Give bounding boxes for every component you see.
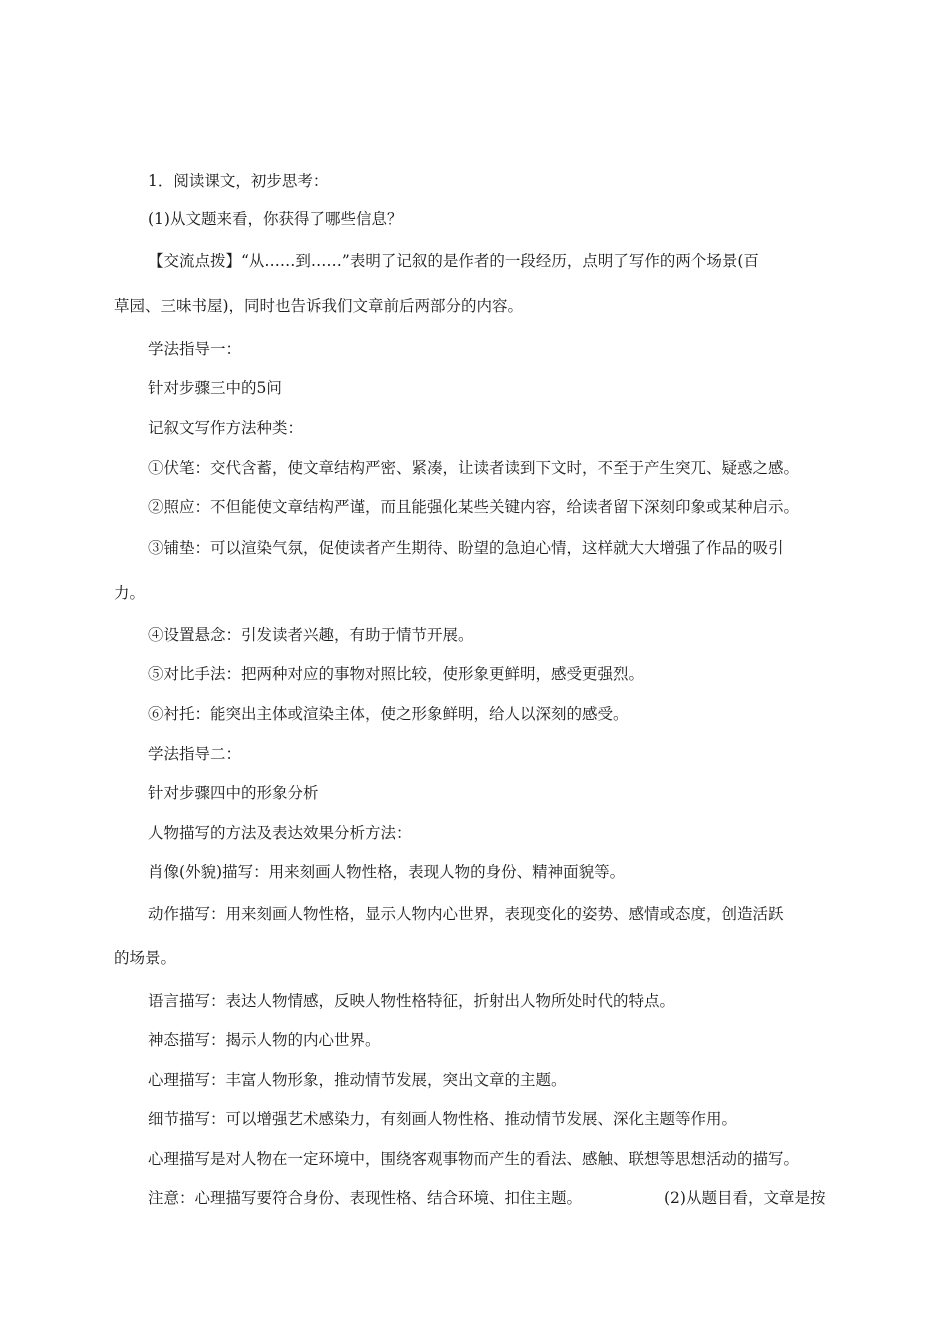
line-22: 神态描写：揭示人物的内心世界。 (148, 1031, 381, 1049)
line-11: 力。 (114, 584, 146, 602)
line-10: ③铺垫：可以渲染气氛，促使读者产生期待、盼望的急迫心情，这样就大大增强了作品的吸引 (148, 539, 784, 557)
line-16: 针对步骤四中的形象分析 (148, 784, 319, 802)
line-1: 1．阅读课文，初步思考： (148, 172, 329, 190)
line-4: 草园、三味书屋)，同时也告诉我们文章前后两部分的内容。 (114, 297, 524, 315)
line-24: 细节描写：可以增强艺术感染力，有刻画人物性格、推动情节发展、深化主题等作用。 (148, 1110, 738, 1128)
line-3: 【交流点拨】“从……到……”表明了记叙的是作者的一段经历，点明了写作的两个场景(百 (148, 252, 759, 270)
line-12: ④设置悬念：引发读者兴趣，有助于情节开展。 (148, 626, 474, 644)
line-15: 学法指导二： (148, 745, 242, 763)
line-26-continuation: (2)从题目看，文章是按 (664, 1189, 826, 1207)
line-19: 动作描写：用来刻画人物性格，显示人物内心世界，表现变化的姿势、感情或态度，创造活跃 (148, 905, 784, 923)
line-17: 人物描写的方法及表达效果分析方法： (148, 824, 412, 842)
line-7: 记叙文写作方法种类： (148, 419, 304, 437)
line-8: ①伏笔：交代含蓄，使文章结构严密、紧凑，让读者读到下文时，不至于产生突兀、疑惑之感。 (148, 459, 800, 477)
line-6: 针对步骤三中的5问 (148, 379, 282, 397)
line-5: 学法指导一： (148, 340, 242, 358)
line-14: ⑥衬托：能突出主体或渲染主体，使之形象鲜明，给人以深刻的感受。 (148, 705, 629, 723)
line-23: 心理描写：丰富人物形象，推动情节发展，突出文章的主题。 (148, 1071, 567, 1089)
line-13: ⑤对比手法：把两种对应的事物对照比较，使形象更鲜明，感受更强烈。 (148, 665, 645, 683)
line-9: ②照应：不但能使文章结构严谨，而且能强化某些关键内容，给读者留下深刻印象或某种启示。 (148, 498, 800, 516)
line-18: 肖像(外貌)描写：用来刻画人物性格，表现人物的身份、精神面貌等。 (148, 863, 626, 881)
line-26: 注意：心理描写要符合身份、表现性格、结合环境、扣住主题。 (148, 1189, 583, 1207)
line-2: (1)从文题来看，你获得了哪些信息？ (148, 210, 403, 228)
line-21: 语言描写：表达人物情感，反映人物性格特征，折射出人物所处时代的特点。 (148, 992, 676, 1010)
line-20: 的场景。 (114, 949, 177, 967)
line-25: 心理描写是对人物在一定环境中，围绕客观事物而产生的看法、感触、联想等思想活动的描写。 (148, 1150, 800, 1168)
